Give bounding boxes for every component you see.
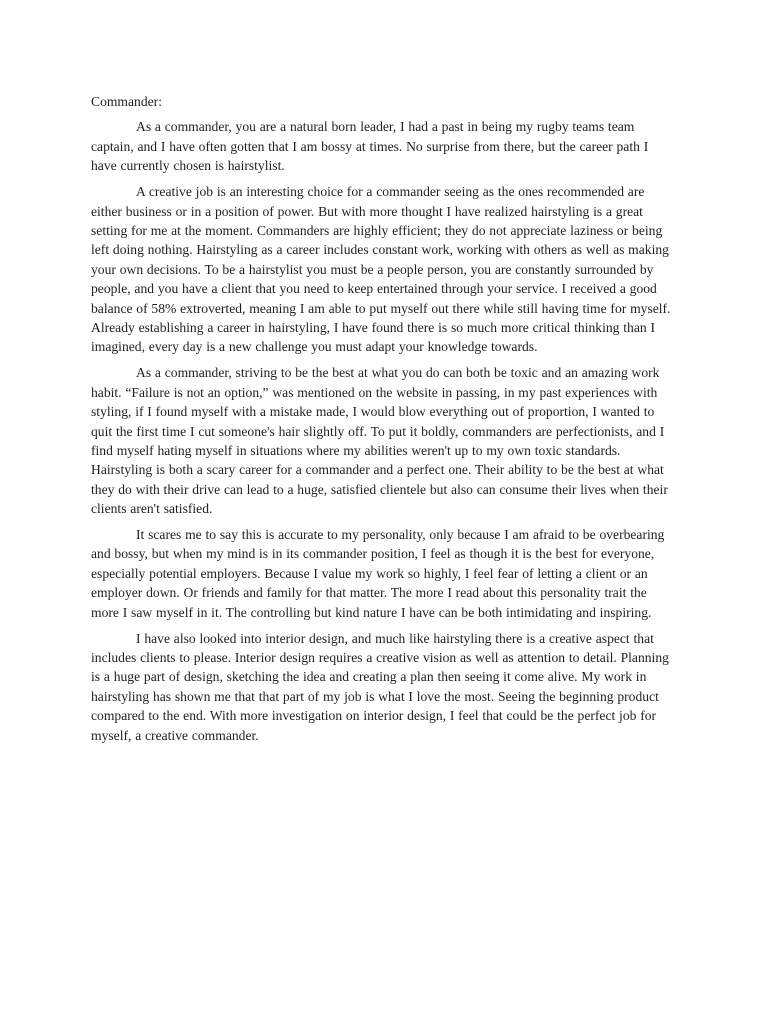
paragraph-3: As a commander, striving to be the best at what you do can both be toxic and an amazing work habit. “Failure is not an option,” was mentioned on the website in passing, in my past experiences with styling, if I found myself with a mistake made, I would blow everything out of proportion, I wanted to quit the first time I cut someone's hair slightly off. To put it boldly, commanders are perfectionists, and I find myself hating myself in situations where my abilities weren't up to my own toxic standards. Hairstyling is both a scary career for a commander and a perfect one. Their ability to be the best at what they do with their drive can lead to a huge, satisfied clientele but also can consume their lives when their clients aren't satisfied. [91,365,668,517]
document-body [91,92,677,752]
paragraph-2: A creative job is an interesting choice for a commander seeing as the ones recommended are either business or in a position of power. But with more thought I have realized hairstyling is a great setting for me at the moment. Commanders are highly efficient; they do not appreciate laziness or being left doing nothing. Hairstyling as a career includes constant work, working with others as well as making your own decisions. To be a hairstylist you must be a people person, you are constantly surrounded by people, and you have a client that you need to keep entertained through your service. I received a good balance of 58% extroverted, meaning I am able to put myself out there while still having time for myself. Already establishing a career in hairstyling, I have found there is so much more critical thinking than I imagined, every day is a new challenge you must adapt your knowledge towards. [91,184,671,355]
document-heading: Commander: [91,94,162,109]
paragraph-5: I have also looked into interior design, and much like hairstyling there is a creative aspect that includes clients to please. Interior design requires a creative vision as well as attention to detail. Planning is a huge part of design, sketching the idea and creating a plan then seeing it come alive. My work in hairstyling has shown me that that part of my job is what I love the most. Seeing the beginning product compared to the end. With more investigation on interior design, I feel that could be the perfect job for myself, a creative commander. [91,630,669,743]
paragraph-4: It scares me to say this is accurate to my personality, only because I am afraid to be overbearing and bossy, but when my mind is in its commander position, I feel as though it is the best for everyone, especially potential employers. Because I value my work so highly, I feel fear of letting a client or an employer down. Or friends and family for that matter. The more I read about this personality trait the more I saw myself in it. The controlling but kind nature I have can be both intimidating and inspiring. [91,527,665,620]
paragraph-1: As a commander, you are a natural born leader, I had a past in being my rugby teams team captain, and I have often gotten that I am bossy at times. No surprise from there, but the career path I have currently chosen is hairstylist. [91,119,649,174]
